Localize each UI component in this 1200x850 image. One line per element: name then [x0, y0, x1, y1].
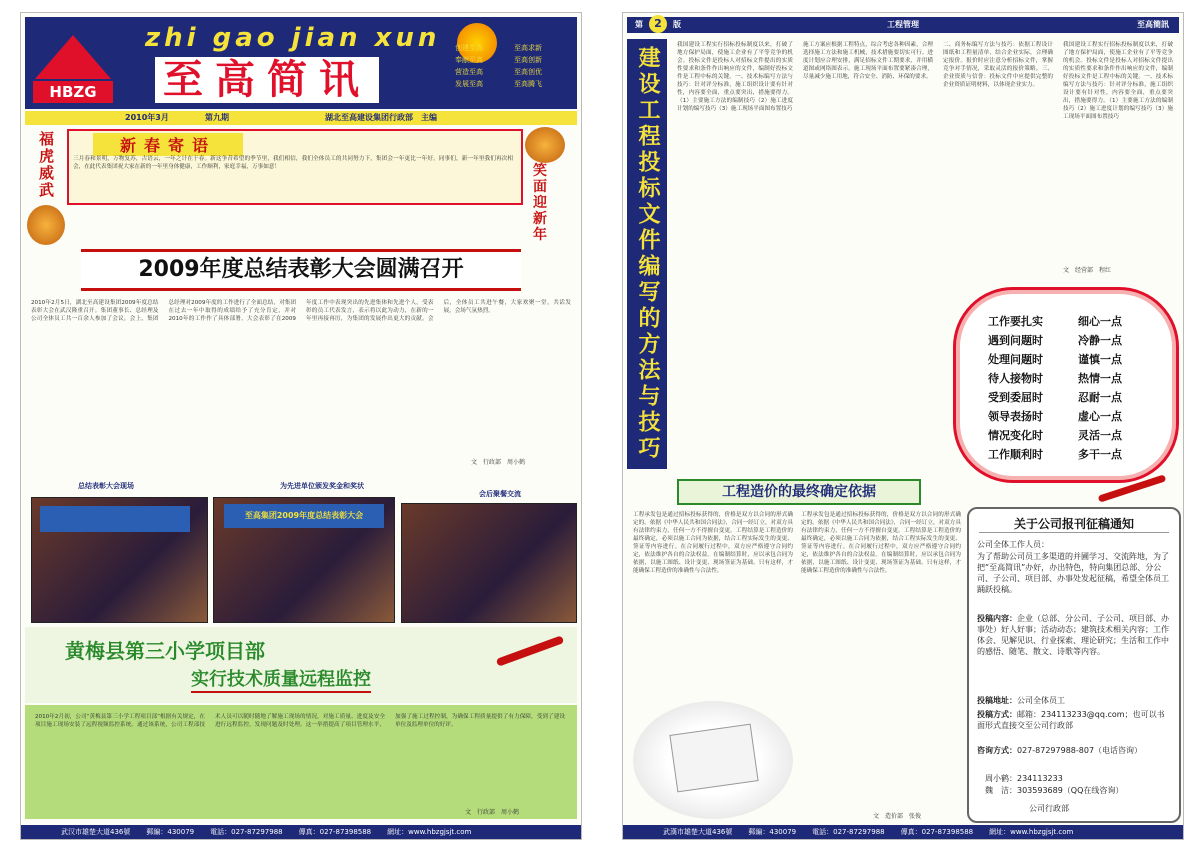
motto-list-right	[1078, 312, 1158, 464]
page-suffix: 版	[673, 20, 681, 29]
side-label-right: 笑面迎新年	[533, 163, 547, 243]
article-2-author: 文 行政部 周小鹤	[465, 809, 520, 816]
notice-method-block	[977, 709, 1171, 731]
notice-content-block	[977, 613, 1171, 657]
slogan: 至高创新	[514, 56, 542, 64]
slogan: 至高求新	[514, 44, 542, 52]
newsletter-page-2	[622, 12, 1184, 840]
footer-web: 網址：www.hbzgjsjt.com	[387, 828, 472, 836]
notice-signature: 公司行政部	[1029, 804, 1069, 813]
notice-contact-2: 魏 洁：303593689（QQ在线咨询）	[985, 786, 1124, 795]
article-2-text: 2010年2月初，公司“黄梅县第三小学工程项目部”根据有关规定，在项目施工现场安装了远程视频监控系统。通过该系统，公司工程部技术人员可以随时随地了解施工现场的情况，对施工质量、进度及安全进行远程监控，发现问题及时处理。这一举措提高了项目管理水平，加强了施工过程控制，为确保工程质量提供了有力保障，受到了建设单位及监理单位的好评。	[35, 714, 565, 728]
issue-date: 2010年3月	[125, 113, 169, 122]
motto-line: 情况变化时	[988, 429, 1043, 442]
motto-line: 谨慎一点	[1078, 353, 1122, 366]
footer-address: 武汉市雄楚大道436號	[61, 828, 131, 836]
motto-line: 灵活一点	[1078, 429, 1122, 442]
photo-caption: 会后聚餐交流	[479, 490, 521, 498]
notice-method: 邮箱：234113233@qq.com；也可以书面形式直接交至公司行政部	[977, 710, 1165, 730]
notice-content: 企业（总部、分公司、子公司、项目部、办事处）好人好事；活动动态；建筑技术相关内容；工作体会、见解见识、行业探索、理论研究；生活和工作中的感悟、随笔、散文、诗歌等内容。	[977, 614, 1169, 656]
book-image	[633, 701, 793, 819]
motto-line: 冷静一点	[1078, 334, 1122, 347]
notice-address-block	[977, 695, 1171, 706]
logo-text: HBZG	[33, 81, 113, 103]
motto-line: 虚心一点	[1078, 410, 1122, 423]
notice-phone: 027-87297988-807（电话咨询）	[1017, 746, 1143, 755]
brand-name: 至高簡訊	[1137, 20, 1169, 29]
slogan: 创建至高	[455, 44, 483, 52]
notice-greeting: 公司全体工作人员：	[977, 540, 1049, 549]
page-number: 2	[649, 15, 667, 33]
newsletter-page-1	[20, 12, 582, 840]
motto-line: 忍耐一点	[1078, 391, 1122, 404]
footer-tel: 電話：027-87297988	[812, 828, 885, 836]
footer-address: 武漢市雄楚大道436號	[663, 828, 733, 836]
article-col-3: 二、商务标编写方法与技巧：依据工程设计图纸和工程量清单，结合企业实际，合理确定报价。报价时应注意分析招标文件，掌握竞争对手情况，采取灵活的报价策略。三、企业资质与信誉：投标文件中应提供完整的企业资质证明材料，以体现企业实力。	[943, 42, 1053, 88]
footer-web: 網址：www.hbzgjsjt.com	[989, 828, 1074, 836]
motto-line: 遇到问题时	[988, 334, 1043, 347]
project-article-box	[25, 705, 577, 819]
issue-bar	[25, 111, 577, 125]
notice-phone-label: 咨询方式：	[977, 746, 1017, 755]
pen-icon	[496, 635, 565, 666]
photo-caption: 总结表彰大会现场	[78, 482, 134, 490]
footer	[623, 825, 1183, 839]
notice-box	[967, 507, 1181, 823]
slogan-grid	[455, 43, 571, 89]
motto-line: 待人接物时	[988, 372, 1043, 385]
project-header	[25, 627, 577, 703]
photo-caption: 为先进单位颁发奖金和奖状	[280, 482, 364, 490]
screen-text: 至高集团2009年度总结表彰大会	[244, 511, 364, 520]
slogan: 发展至高	[455, 80, 483, 88]
motto-line: 受到委屈时	[988, 391, 1043, 404]
masthead-title: 至高简讯	[155, 57, 379, 103]
section-name: 工程管理	[887, 20, 919, 29]
project-title-1: 黄梅县第三小学项目部	[65, 639, 265, 663]
footer-zip: 郵編：430079	[748, 828, 797, 836]
publisher: 湖北至高建设集团行政部 主编	[325, 113, 437, 122]
footer-tel: 電話：027-87297988	[210, 828, 283, 836]
slogan: 至高创优	[514, 68, 542, 76]
headline: 2009年度总结表彰大会圆满召开	[81, 249, 521, 291]
motto-cloud	[953, 287, 1179, 483]
wish-title: 新春寄语	[93, 133, 243, 156]
cost-author: 文 造价部 张俊	[873, 813, 922, 820]
article-1-text: 2010年2月5日，湖北至高建设集团2009年度总结表彰大会在武汉隆重召开。集团董事长、总经理及公司全体员工共一百余人参加了会议。会上，集团总经理对2009年度的工作进行了全面总结，对集团在过去一年中取得的成绩给予了充分肯定，并对2010年的工作作了具体部署。大会表彰了在2009年度工作中表现突出的先进集体和先进个人。受表彰的员工代表发言，表示将以此为动力，在新的一年里再接再厉，为集团的发展作出更大的贡献。会后，全体员工共进午餐，大家欢聚一堂，共话发展，会场气氛热烈。	[31, 300, 571, 322]
notice-phone-block	[977, 745, 1171, 756]
slogan: 奉献至高	[455, 56, 483, 64]
article-col-2: 施工方案应根据工程特点，综合考虑各种因素，合理选择施工方法和施工机械，技术措施要切实可行。进度计划应合理安排，满足招标文件工期要求，并用横道图或网络图表示。施工现场平面布置要紧凑合理，尽量减少施工用地，符合安全、消防、环保的要求。	[803, 42, 933, 80]
footer-fax: 傳真：027-87398588	[900, 828, 974, 836]
page-label: 第	[635, 20, 643, 29]
cost-title: 工程造价的最终确定依据	[677, 479, 921, 505]
notice-method-label: 投稿方式：	[977, 710, 1017, 719]
motto-line: 细心一点	[1078, 315, 1122, 328]
notice-content-label: 投稿内容：	[977, 614, 1017, 623]
masthead	[25, 17, 577, 109]
masthead-pinyin: zhi gao jian xun	[145, 23, 441, 53]
motto-list-left	[988, 312, 1068, 464]
notice-address-label: 投稿地址：	[977, 696, 1017, 705]
footer-fax: 傳真：027-87398588	[298, 828, 372, 836]
footer	[21, 825, 581, 839]
motto-line: 工作顺利时	[988, 448, 1043, 461]
motto-line: 领导表扬时	[988, 410, 1043, 423]
photo-award-ceremony	[213, 497, 395, 623]
cost-text-col-2: 工程承发包是通过招标投标获得的，价格是双方以合同的形式确定的。依据《中华人民共和国合同法》，合同一经订立，对双方具有法律约束力，任何一方不得擅自变更。工程结算是工程造价的最终确定，必须以施工合同为依据，结合工程实际发生的变更、签证等内容进行。在合同履行过程中，双方应严格遵守合同约定，依法维护各自的合法权益。在编制结算时，应以承包合同为依据，以施工图纸、设计变更、现场签证为基础。只有这样，才能确保工程造价的准确性与合法性。	[801, 512, 961, 574]
page-header	[627, 17, 1179, 33]
motto-line: 处理问题时	[988, 353, 1043, 366]
notice-body: 为了帮助公司员工多渠道的并圃学习、交流阵地，为了把“至高简讯”办好，办出特色，特向集团总部、分公司、子公司、项目部、办事处发起征稿，希望全体员工踊跃投稿。	[977, 552, 1169, 594]
slogan: 营造至高	[455, 68, 483, 76]
slogan: 至高腾飞	[514, 80, 542, 88]
photo-dinner	[401, 503, 577, 623]
side-label-left: 福虎威武	[39, 130, 55, 199]
vertical-title: 建设工程投标文件编写的方法与技巧	[627, 39, 667, 469]
footer-zip: 郵編：430079	[146, 828, 195, 836]
photo-meeting-hall	[31, 497, 208, 623]
tiger-left-icon	[27, 205, 65, 245]
motto-line: 热情一点	[1078, 372, 1122, 385]
notice-contact-1: 周小鹤：234113233	[985, 774, 1063, 783]
article-col-4: 我国建设工程实行招标投标制度以来，打破了地方保护局面，使施工企业有了平等竞争的机会。投标文件是投标人对招标文件提出的实质性要求和条件作出响应的文件，编制好投标文件是工程中标的关键。一、技术标编写方法与技巧：针对评分标准，施工组织设计要有针对性，内容要全面，重点要突出，措施要得力。（1）主要施工方法的编制技巧（2）施工进度计划的编写技巧（3）施工现场平面图布置技巧	[1063, 42, 1173, 120]
motto-line: 多干一点	[1078, 448, 1122, 461]
project-title-2: 实行技术质量远程监控	[191, 665, 371, 693]
notice-address: 公司全体员工	[1017, 696, 1065, 705]
notice-title: 关于公司报刊征稿通知	[979, 515, 1169, 533]
issue-number: 第九期	[205, 113, 229, 122]
article-1-author: 文 行政部 周小鹤	[471, 459, 526, 466]
logo-triangle	[35, 35, 111, 79]
article-col-1: 我国建设工程实行招标投标制度以来，打破了地方保护局面，使施工企业有了平等竞争的机会。投标文件是投标人对招标文件提出的实质性要求和条件作出响应的文件，编制好投标文件是工程中标的关键。一、技术标编写方法与技巧：针对评分标准，施工组织设计要有针对性，内容要全面，重点要突出，措施要得力。（1）主要施工方法的编制技巧（2）施工进度计划的编写技巧（3）施工现场平面图布置技巧	[677, 42, 793, 112]
new-year-wish-box	[67, 129, 523, 205]
wish-text: 三月春和景明，万物复苏，古语云，一年之计在于春。新这争昔希望的季节里，我们相信，我们全体员工的共同努力下，集团会一年更比一年好。同事们，新一年里我们再次相会，在此代表集团祝大家在新的一年里身体健康，工作顺利，家庭幸福，万事如意！	[73, 156, 513, 170]
motto-line: 工作要扎实	[988, 315, 1043, 328]
cost-title-band	[627, 475, 1179, 505]
tiger-right-icon	[525, 127, 565, 163]
article-author: 文 经营部 程红	[1063, 267, 1112, 274]
pen-icon	[1098, 474, 1167, 502]
cost-text-col-1: 工程承发包是通过招标投标获得的，价格是双方以合同的形式确定的。依据《中华人民共和国合同法》，合同一经订立，对双方具有法律约束力，任何一方不得擅自变更。工程结算是工程造价的最终确定，必须以施工合同为依据，结合工程实际发生的变更、签证等内容进行。在合同履行过程中，双方应严格遵守合同约定，依法维护各自的合法权益。在编制结算时，应以承包合同为依据，以施工图纸、设计变更、现场签证为基础。只有这样，才能确保工程造价的准确性与合法性。	[633, 512, 793, 574]
